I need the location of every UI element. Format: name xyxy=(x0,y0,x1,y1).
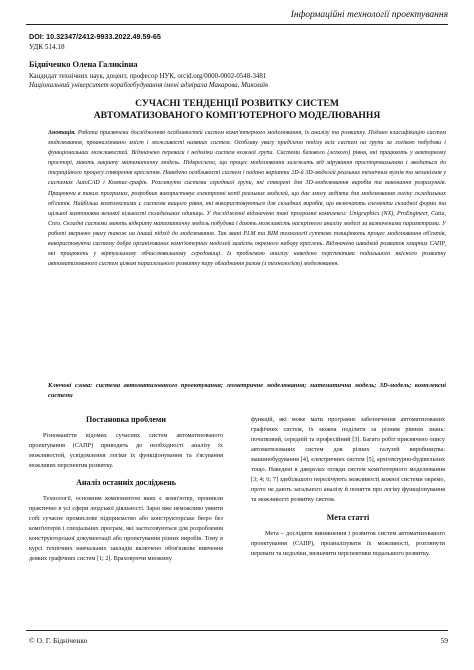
doi: DOI: 10.32347/2412-9933.2022.49.59-65 xyxy=(29,32,161,41)
keywords-label: Ключові слова: xyxy=(48,382,93,389)
abstract-text: Робота присвячена дослідженню особливостей систем комп'ютерного моделювання, їх аналізу та розвитку. Подано класифікацію систем моделювання, проаналізовано зміст і можливості наявних систем. Особливу увагу приділено поділу всіх систем на групи за логікою побудови і функціональних можливостей. Відзначено переваги і недоліки систем кожної групи. Системи базового (легкого) рівня, які працюють у векторному просторі, мають закриту математичну модель. Підкреслено, що процес моделювання залежить від мірування просторовальника і зводиться до ітераційного процесу створення креслення. Наведено особливості систем і подано варіанти 2D-й 3D-моделей реальних технічних вузлів та механізмів у системах AutoCAD і Компас-графік. Розглянуто системи середньої групи, які створені для 3D-моделювання виробів та виконання розрахунків. Працюючи в таких програмах, розробник використовує електронні копії реальних моделей, що дає змогу задіяти для моделювання логіку складальних об'єктів. Найбільш комплексними є системи вищого рівня, які використовуються для складних виробів, що включають елементи складної форми та щільної компоновки великої кількості складальних одиниць. У дослідженні відзначено такі програмні комплекси: Unigraphics (NX), ProEngineer, Catia, Creo. Складні системи мають відкриту математичну модель побудови і дають можливість наскрізного аналізу моделі за визначеними параметрами. У роботі звернено увагу також на інший підхід до моделювання. Так звані PLM та BIM технології суттєво позиціюють процес моделювання об'єктів, використовуючи систему добре організованих комп'ютерних моделей замість окремого набору креслень. Відзначено швидкий розвиток хмарних САПР, які працюють у віртуальному обчислювальному середовищі. Із проблемою аналізу наведено перспективи подальшого якісного розвитку автоматизованого систем цілком параллельного розвитку пару обладнання разом (з технологією) моделювання. xyxy=(48,130,446,268)
article-title xyxy=(29,98,445,122)
section-heading-research: Аналіз останніх досліджень xyxy=(76,478,176,487)
keywords-text: система автоматизованого проектування; геометричне моделювання; математична модель; 3D-модель; комплексні системи xyxy=(48,382,446,400)
abstract-label: Анотація. xyxy=(48,130,76,136)
goal-paragraph: Мета – дослідити виникнення і розвиток систем автоматизованого проектування (САПР), проаналізувати їх можливості, розглянути переваги та недоліки, визначити перспективи подальшого розвитку. xyxy=(251,530,445,557)
journal-header: Інформаційні технології проектування xyxy=(290,10,448,20)
udc-code: УДК 514.18 xyxy=(29,43,65,51)
title-line-2: АВТОМАТИЗОВАНОГО КОМП'ЮТЕРНОГО МОДЕЛЮВАННЯ xyxy=(93,110,381,121)
author-institution: Національний університет кораблебудування імені адмірала Макарова, Миколаїв xyxy=(29,82,269,89)
header-divider xyxy=(26,24,448,25)
research-paragraph: Технології, основним компонентом яких є комп'ютер, проникли практично в усі сфери людської діяльності. Зараз вже неможливо уявити собі сучасне промислове підприємство або конструкторське бюро без комп'ютерів і спеціальних програм, які застосовуються для розроблення конструкторської документації або проектування різних виробів. Тому в курсі технічних навчальних закладів включено обов'язкове вивчення деяких графічних систем [1; 2]. Враховуючи множину xyxy=(29,495,223,562)
research-paragraph-continued: функцій, які може мати програмне забезпечення автоматизованих графічних систем, їх можна поділити за різним рівнем знань: початковий, середній та професійний [3]. Багато робіт присвячено опису автоматизованих систем для різних галузей виробництва: машинобудування [4], електричних систем [5], архітектурно-будівельних тощо. Наведені в джерелах огляди систем комп'ютерного моделювання [3; 4; 6; 7] здебільшого перелічують можливості кожної системи окремо, проте не дають загального аналізу й поняття про логіку функціонування та можливості розвитку систем. xyxy=(251,416,445,503)
section-heading-problem: Постановка проблеми xyxy=(86,415,166,424)
footer-divider xyxy=(26,630,448,631)
copyright: © О. Г. Бідніченко xyxy=(29,636,88,645)
abstract xyxy=(48,128,446,269)
right-column xyxy=(251,415,445,559)
author-name: Бідніченко Олена Галиківна xyxy=(29,60,138,69)
keywords xyxy=(48,381,446,402)
author-degree: Кандидат технічних наук, доцент, професор НУК, orcid.org/0000-0002-0548-3481 xyxy=(29,73,267,80)
problem-paragraph: Різноманіття відомих сучасних систем автоматизованого проектування (САПР) приводить до необхідності аналізу їх можливостей, усвідомлення логіки їх функціонування та з'ясування можливих перспектив розвитку. xyxy=(29,432,223,469)
title-line-1: СУЧАСНІ ТЕНДЕНЦІЇ РОЗВИТКУ СИСТЕМ xyxy=(135,98,339,109)
page-number: 59 xyxy=(440,636,448,645)
section-heading-goal: Мета статті xyxy=(326,513,370,522)
left-column xyxy=(29,415,223,564)
